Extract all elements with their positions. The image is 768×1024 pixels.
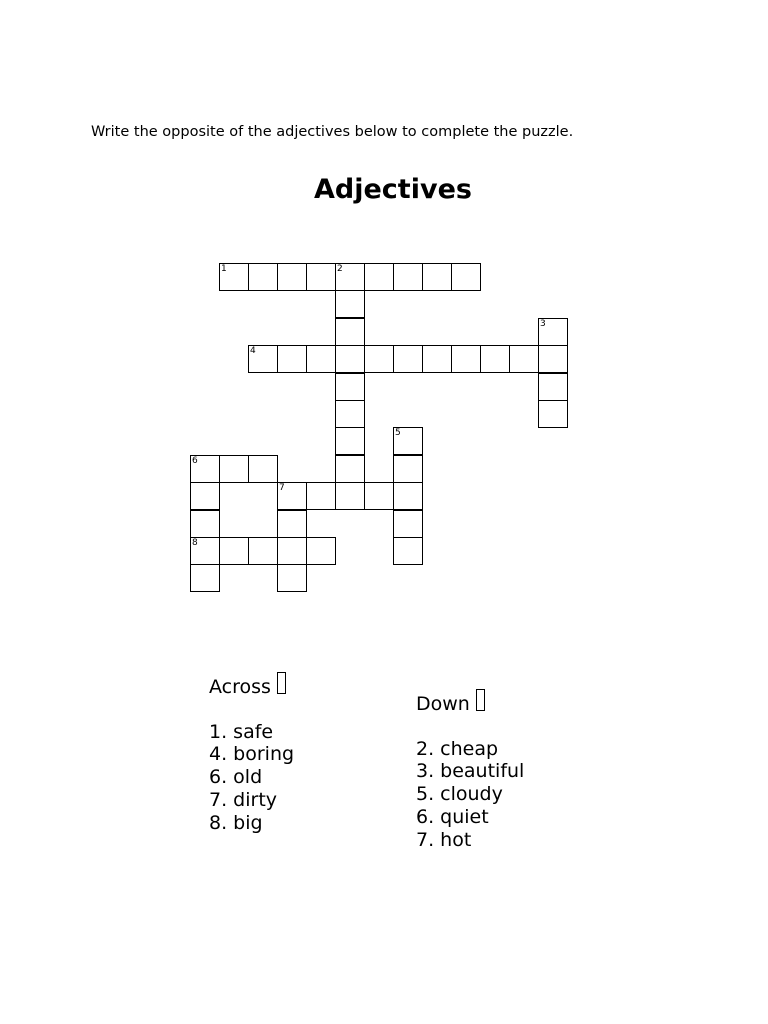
- crossword-cell[interactable]: [393, 482, 423, 510]
- clue-number: 7: [279, 483, 285, 493]
- crossword-cell[interactable]: [277, 537, 307, 565]
- clue-number: 2: [337, 264, 343, 274]
- crossword-cell[interactable]: [480, 345, 510, 373]
- crossword-cell[interactable]: [277, 564, 307, 592]
- across-clue: 1. safe: [209, 720, 274, 743]
- crossword-cell[interactable]: [335, 373, 365, 401]
- crossword-cell-7[interactable]: [277, 482, 307, 510]
- clue-number: 4: [250, 346, 256, 356]
- crossword-cell[interactable]: [335, 455, 365, 483]
- crossword-cell-6[interactable]: [190, 455, 220, 483]
- clue-number: 5: [395, 428, 401, 438]
- crossword-cell[interactable]: [364, 263, 394, 291]
- crossword-cell[interactable]: [306, 345, 336, 373]
- clue-number: 1: [221, 264, 227, 274]
- down-clue: 6. quiet: [416, 805, 489, 828]
- across-clue: 6. old: [209, 766, 263, 789]
- down-clue: 5. cloudy: [416, 783, 503, 806]
- puzzle-title: Adjectives: [314, 174, 472, 205]
- crossword-cell[interactable]: [393, 537, 423, 565]
- crossword-cell[interactable]: [538, 400, 568, 428]
- crossword-cell[interactable]: [393, 455, 423, 483]
- crossword-cell[interactable]: [190, 564, 220, 592]
- crossword-cell[interactable]: [248, 537, 278, 565]
- down-clue: 2. cheap: [416, 737, 499, 760]
- crossword-cell[interactable]: [451, 345, 481, 373]
- across-clues: [209, 676, 294, 834]
- down-clue: 3. beautiful: [416, 760, 525, 783]
- clue-number: 6: [192, 456, 198, 466]
- crossword-cell[interactable]: [190, 510, 220, 538]
- crossword-cell[interactable]: [277, 510, 307, 538]
- crossword-cell[interactable]: [335, 345, 365, 373]
- missing-glyph-icon: [277, 672, 286, 694]
- clue-number: 3: [540, 319, 546, 329]
- down-heading: Down: [416, 693, 470, 715]
- crossword-cell[interactable]: [335, 427, 365, 455]
- crossword-cell[interactable]: [422, 263, 452, 291]
- crossword-cell[interactable]: [393, 263, 423, 291]
- instructions-text: Write the opposite of the adjectives below to complete the puzzle.: [91, 124, 574, 140]
- crossword-cell[interactable]: [335, 290, 365, 318]
- missing-glyph-icon: [476, 689, 485, 711]
- crossword-cell-2[interactable]: [335, 263, 365, 291]
- crossword-cell[interactable]: [306, 537, 336, 565]
- crossword-cell[interactable]: [306, 482, 336, 510]
- crossword-cell[interactable]: [335, 400, 365, 428]
- crossword-cell[interactable]: [190, 482, 220, 510]
- crossword-cell[interactable]: [509, 345, 539, 373]
- clue-number: 8: [192, 538, 198, 548]
- crossword-cell[interactable]: [248, 263, 278, 291]
- across-heading: Across: [209, 676, 271, 698]
- crossword-cell[interactable]: [277, 345, 307, 373]
- crossword-cell[interactable]: [219, 455, 249, 483]
- crossword-cell[interactable]: [451, 263, 481, 291]
- crossword-cell-1[interactable]: [219, 263, 249, 291]
- crossword-cell[interactable]: [248, 455, 278, 483]
- crossword-cell[interactable]: [219, 537, 249, 565]
- across-clue: 8. big: [209, 811, 263, 834]
- across-clue: 7. dirty: [209, 788, 278, 811]
- crossword-cell[interactable]: [364, 345, 394, 373]
- down-clues: [416, 693, 524, 851]
- crossword-cell[interactable]: [277, 263, 307, 291]
- crossword-cell-5[interactable]: [393, 427, 423, 455]
- down-clue: 7. hot: [416, 828, 472, 851]
- crossword-cell[interactable]: [335, 482, 365, 510]
- crossword-cell[interactable]: [306, 263, 336, 291]
- crossword-cell[interactable]: [538, 373, 568, 401]
- crossword-cell[interactable]: [364, 482, 394, 510]
- crossword-cell[interactable]: [393, 345, 423, 373]
- crossword-cell[interactable]: [393, 510, 423, 538]
- crossword-cell-8[interactable]: [190, 537, 220, 565]
- crossword-cell[interactable]: [335, 318, 365, 346]
- across-clue: 4. boring: [209, 743, 295, 766]
- crossword-cell[interactable]: [422, 345, 452, 373]
- crossword-cell-4[interactable]: [248, 345, 278, 373]
- crossword-cell-3[interactable]: [538, 318, 568, 346]
- crossword-cell[interactable]: [538, 345, 568, 373]
